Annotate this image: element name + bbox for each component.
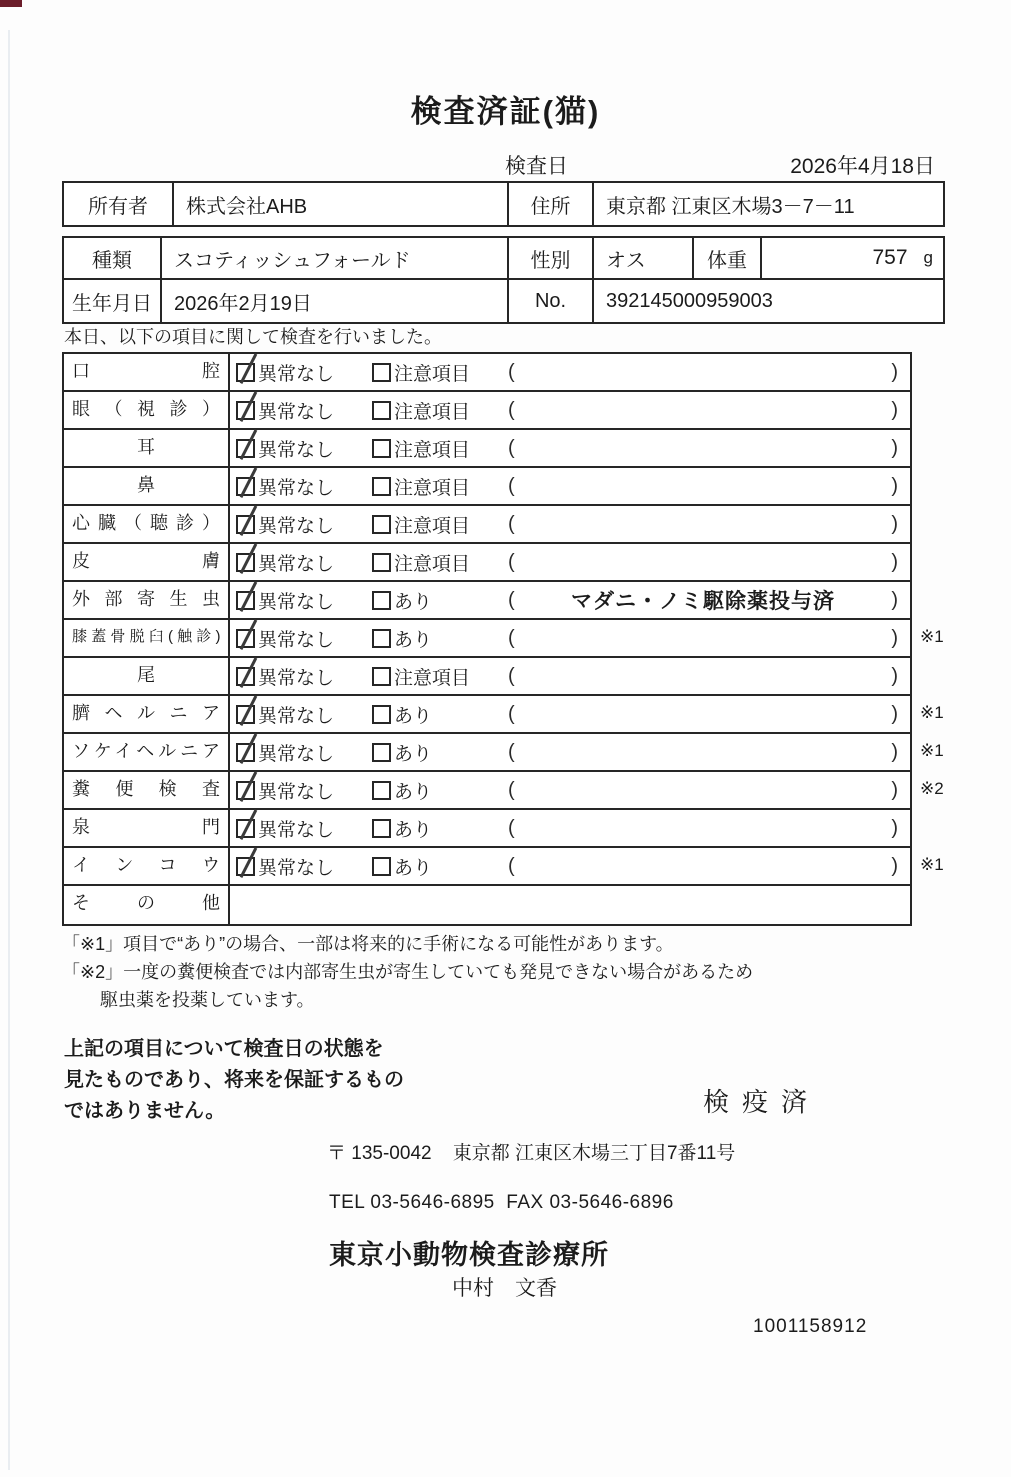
paren-open: ( [508,436,515,459]
option-label: 注意項目 [394,477,471,499]
checkbox-present[interactable] [372,743,391,762]
option-label: 異常なし [258,857,335,879]
option-label: あり [394,819,433,841]
checkbox-no-abnormality[interactable] [236,515,255,534]
option-label: 異常なし [258,819,335,841]
checkbox-no-abnormality[interactable] [236,401,255,420]
exam-row-external-parasites [64,582,910,620]
paren-close: ) [891,512,898,535]
checkbox-no-abnormality[interactable] [236,819,255,838]
exam-row-umbilical-hernia [64,696,944,734]
option-label: あり [394,629,433,651]
paren-close: ) [891,360,898,383]
option-label: 異常なし [258,667,335,689]
weight-value-cell [760,238,943,278]
scan-corner-artifact [0,0,22,7]
paren-open: ( [508,398,515,421]
address-value: 東京都 江東区木場3－7－11 [592,183,943,225]
certificate-no-label: No. [507,280,592,322]
option-label: 異常なし [258,591,335,613]
paren-open: ( [508,588,515,611]
paren-open: ( [508,626,515,649]
inspection-date-value: 2026年4月18日 [790,155,935,178]
option-label: 異常なし [258,477,335,499]
birthdate-value: 2026年2月19日 [160,280,507,322]
exam-row-inkou [64,848,944,886]
exam-item-label: インコウ [64,848,230,884]
option-label: あり [394,705,433,727]
paren-close: ) [891,436,898,459]
option-label: 注意項目 [394,553,471,575]
sex-value: オス [592,238,692,278]
weight-unit: g [923,248,933,267]
exam-item-label: 耳 [64,430,230,466]
option-label: 注意項目 [394,363,471,385]
paren-open: ( [508,702,515,725]
footnote-2: 「※2」一度の糞便検査では内部寄生虫が寄生していても発見できない場合があるため [62,962,754,982]
paren-close: ) [891,702,898,725]
checkbox-attention[interactable] [372,439,391,458]
paren-open: ( [508,474,515,497]
checkbox-present[interactable] [372,781,391,800]
checkbox-attention[interactable] [372,363,391,382]
checkbox-no-abnormality[interactable] [236,363,255,382]
exam-item-label: 臍ヘルニア [64,696,230,732]
pet-info-table [62,236,945,324]
paren-open: ( [508,512,515,535]
weight-value: 757 [872,246,908,269]
paren-close: ) [891,664,898,687]
option-label: 注意項目 [394,667,471,689]
exam-results-table [62,352,944,926]
exam-row-fecal-exam [64,772,944,810]
paren-close: ) [891,626,898,649]
checkbox-no-abnormality[interactable] [236,591,255,610]
checkbox-attention[interactable] [372,667,391,686]
exam-row-tail [64,658,910,696]
paren-close: ) [891,398,898,421]
exam-row-ears [64,430,910,468]
checkbox-no-abnormality[interactable] [236,477,255,496]
exam-row-patella [64,620,944,658]
checkbox-no-abnormality[interactable] [236,667,255,686]
option-label: あり [394,743,433,765]
exam-row-skin [64,544,910,582]
paren-close: ) [891,854,898,877]
owner-table [62,181,945,227]
checkbox-attention[interactable] [372,553,391,572]
owner-value: 株式会社AHB [172,183,507,225]
option-label: あり [394,591,433,613]
paren-close: ) [891,778,898,801]
veterinarian-name: 中村 文香 [452,1277,557,1300]
exam-item-label: その他 [64,886,230,924]
option-label: 注意項目 [394,401,471,423]
checkbox-attention[interactable] [372,401,391,420]
exam-item-label: ソケイヘルニア [64,734,230,770]
paren-open: ( [508,778,515,801]
paren-open: ( [508,740,515,763]
option-label: 異常なし [258,629,335,651]
exam-item-label: 泉門 [64,810,230,846]
exam-item-label: 膝蓋骨脱臼(触診) [64,620,230,656]
checkbox-present[interactable] [372,857,391,876]
inspection-date-row [505,150,935,180]
exam-row-fontanelle [64,810,910,848]
exam-item-label: 眼（視診） [64,392,230,428]
paren-close: ) [891,588,898,611]
option-label: 異常なし [258,781,335,803]
checkbox-present[interactable] [372,629,391,648]
checkbox-no-abnormality[interactable] [236,705,255,724]
certificate-no-value: 392145000959003 [592,280,943,322]
footnote-1: 「※1」項目で“あり”の場合、一部は将来的に手術になる可能性があります。 [62,934,674,954]
option-label: 異常なし [258,439,335,461]
footnote-marker: ※1 [920,627,944,646]
option-label: 異常なし [258,705,335,727]
checkbox-no-abnormality[interactable] [236,553,255,572]
address-label: 住所 [507,183,592,225]
checkbox-no-abnormality[interactable] [236,629,255,648]
exam-row-eyes [64,392,910,430]
footnote-marker: ※1 [920,703,944,722]
breed-value: スコティッシュフォールド [160,238,507,278]
checkbox-no-abnormality[interactable] [236,439,255,458]
clinic-postal-address: 〒 135-0042 東京都 江東区木場三丁目7番11号 [327,1143,736,1164]
exam-item-label: 口腔 [64,354,230,390]
exam-item-label: 鼻 [64,468,230,504]
clinic-tel-fax: TEL 03-5646-6895 FAX 03-5646-6896 [329,1192,674,1213]
option-label: 異常なし [258,553,335,575]
paren-close: ) [891,816,898,839]
checkbox-present[interactable] [372,819,391,838]
serial-number: 1001158912 [753,1316,868,1337]
intro-text: 本日、以下の項目に関して検査を行いました。 [64,327,442,347]
exam-other-empty-cell [230,886,910,924]
paren-open: ( [508,550,515,573]
clinic-name: 東京小動物検査診療所 [329,1240,609,1270]
weight-label: 体重 [692,238,760,278]
page-title: 検査済証(猫) [410,94,601,129]
paren-close: ) [891,740,898,763]
exam-item-label: 皮膚 [64,544,230,580]
checkbox-no-abnormality[interactable] [236,781,255,800]
checkbox-no-abnormality[interactable] [236,743,255,762]
quarantine-passed-stamp: 検疫済 [703,1087,821,1117]
checkbox-attention[interactable] [372,515,391,534]
option-label: 異常なし [258,363,335,385]
exam-item-label: 尾 [64,658,230,694]
checkbox-present[interactable] [372,705,391,724]
option-label: 異常なし [258,743,335,765]
paren-close: ) [891,550,898,573]
footnote-2-continued: 駆虫薬を投薬しています。 [100,990,315,1010]
exam-row-other [64,886,910,924]
checkbox-no-abnormality[interactable] [236,857,255,876]
option-label: あり [394,857,433,879]
paren-open: ( [508,854,515,877]
exam-row-inguinal-hernia [64,734,944,772]
footnotes [62,930,753,1014]
scan-edge-line [8,30,10,1470]
checkbox-present[interactable] [372,591,391,610]
option-label: 注意項目 [394,515,471,537]
exam-row-oral [64,354,910,392]
disclaimer-statement: 上記の項目について検査日の状態を 見たものであり、将来を保証するもの ではありません。 [64,1038,404,1122]
owner-label: 所有者 [88,195,148,218]
paren-close: ) [891,474,898,497]
exam-note: マダニ・ノミ駆除薬投与済 [571,590,835,613]
option-label: 異常なし [258,401,335,423]
sex-label: 性別 [507,238,592,278]
paren-open: ( [508,664,515,687]
exam-item-label: 外部寄生虫 [64,582,230,618]
exam-item-label: 糞便検査 [64,772,230,808]
option-label: あり [394,781,433,803]
exam-row-heart [64,506,910,544]
checkbox-attention[interactable] [372,477,391,496]
inspection-date-label: 検査日 [505,155,568,178]
option-label: 注意項目 [394,439,471,461]
exam-row-nose [64,468,910,506]
birthdate-label: 生年月日 [72,292,152,315]
footnote-marker: ※2 [920,779,944,798]
footnote-marker: ※1 [920,741,944,760]
paren-open: ( [508,816,515,839]
option-label: 異常なし [258,515,335,537]
breed-label: 種類 [92,249,132,272]
exam-item-label: 心臓（聴診） [64,506,230,542]
footnote-marker: ※1 [920,855,944,874]
paren-open: ( [508,360,515,383]
